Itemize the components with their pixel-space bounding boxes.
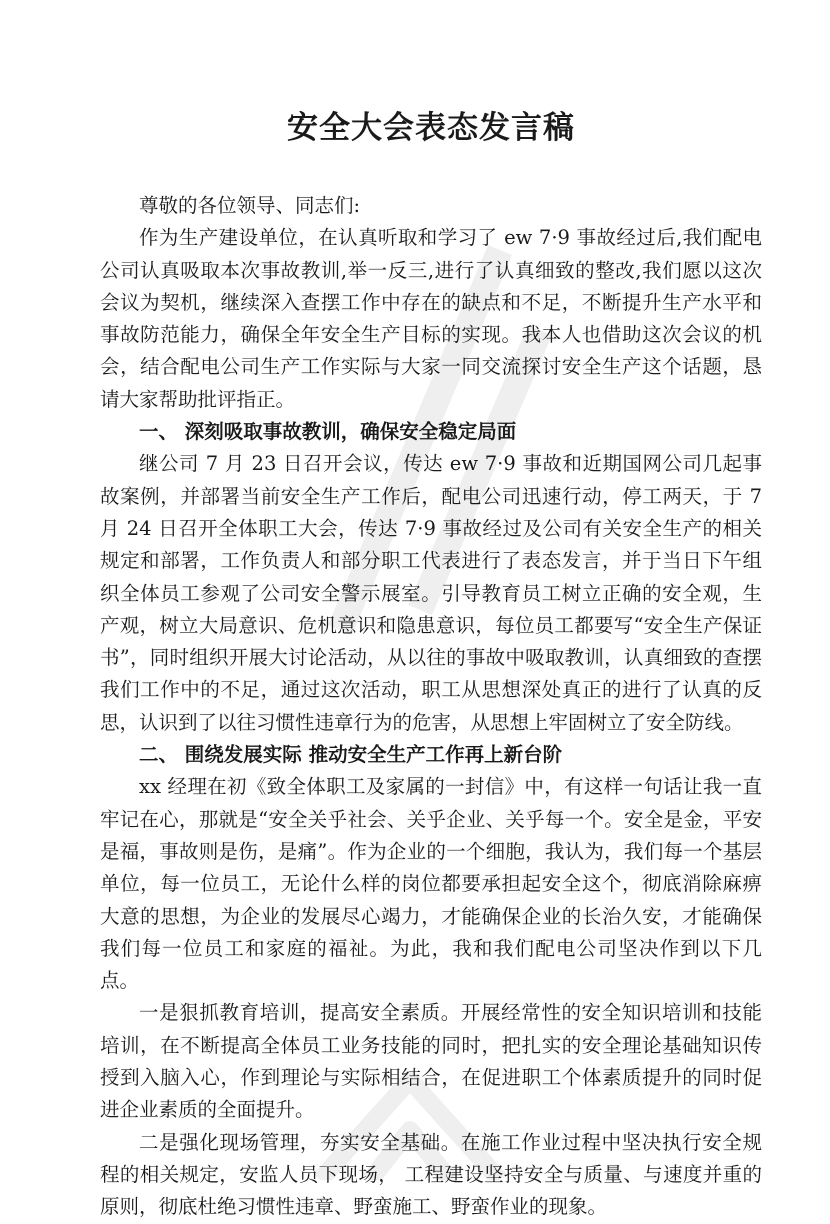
salutation: 尊敬的各位领导、同志们: — [139, 194, 361, 217]
document-title: 安全大会表态发言稿 — [287, 110, 575, 146]
paragraph-section-2: xx 经理在初《致全体职工及家属的一封信》中，有这样一句话让我一直牢记在心，那就是“安全关乎社会、关乎企业、关乎每一个。安全是金，平安是福，事故则是伤，是痛”。作为企业的一个细胞，我认为，我们每一个基层单位，每一位员工，无论什么样的岗位都要承担起安全这个，彻底消除麻痹大意的思想，为企业的发展尽心竭力，才能确保企业的长治久安，才能确保我们每一位员工和家庭的福祉。为此，我和我们配电公司坚决作到以下几点。 — [100, 775, 762, 993]
section-heading-2: 二、 围绕发展实际 推动安全生产工作再上新台阶 — [139, 743, 563, 767]
section-heading-1: 一、 深刻吸取事故教训，确保安全稳定局面 — [139, 420, 517, 444]
paragraph-intro: 作为生产建设单位，在认真听取和学习了 ew 7·9 事故经过后,我们配电公司认真吸取本次事故教训,举一反三,进行了认真细致的整改,我们愿以这次会议为契机，继续深入查摆工作中存在的缺点和不足，不断提升生产水平和事故防范能力，确保全年安全生产目标的实现。我本人也借助这次会议的机会，结合配电公司生产工作实际与大家一同交流探讨安全生产这个话题，恳请大家帮助批评指正。 — [100, 226, 762, 411]
paragraph-point-2: 二是强化现场管理，夯实安全基础。在施工作业过程中坚决执行安全规程的相关规定，安监人员下现场， 工程建设坚持安全与质量、与速度并重的原则，彻底杜绝习惯性违章、野蛮施工、野蛮作业的现象。 — [100, 1130, 762, 1219]
paragraph-section-1: 继公司 7 月 23 日召开会议，传达 ew 7·9 事故和近期国网公司几起事故案例，并部署当前安全生产工作后，配电公司迅速行动，停工两天，于 7 月 24 日召开全体职工大会，传达 7·9 事故经过及公司有关安全生产的相关规定和部署，工作负责人和部分职工代表进行了表态发言，并于当日下午组织全体员工参观了公司安全警示展室。引导教育员工树立正确的安全观，生产观，树立大局意识、危机意识和隐患意识，每位员工都要写“安全生产保证书”，同时组织开展大讨论活动，从以往的事故中吸取教训，认真细致的查摆我们工作中的不足，通过这次活动，职工从思想深处真正的进行了认真的反思，认识到了以往习惯性违章行为的危害，从思想上牢固树立了安全防线。 — [100, 452, 762, 734]
paragraph-point-1: 一是狠抓教育培训，提高安全素质。开展经常性的安全知识培训和技能培训，在不断提高全体员工业务技能的同时，把扎实的安全理论基础知识传授到入脑入心，作到理论与实际相结合，在促进职工个体素质提升的同时促进企业素质的全面提升。 — [100, 1001, 762, 1122]
document-body — [100, 190, 762, 1224]
